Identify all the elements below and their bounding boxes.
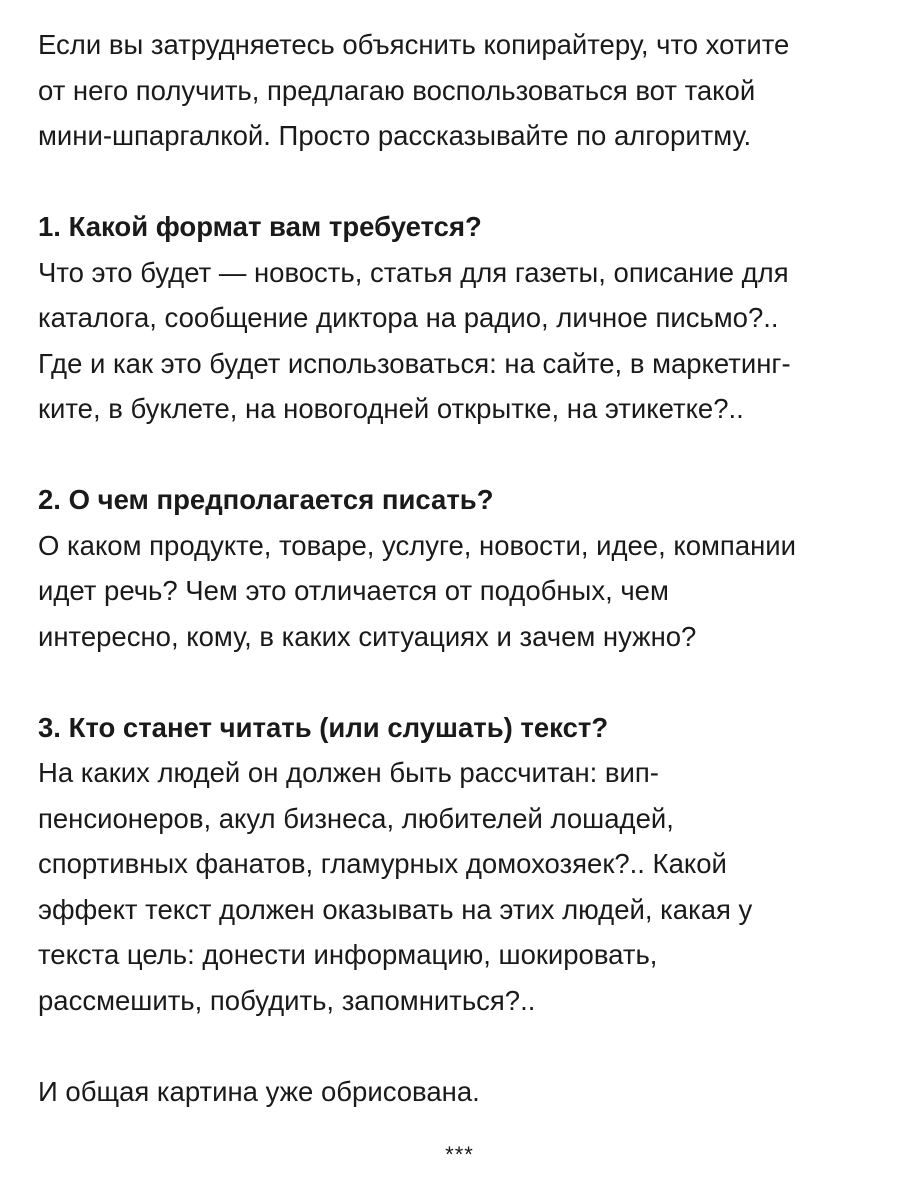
- section-line: пенсионеров, акул бизнеса, любителей лошадей,: [38, 802, 674, 834]
- section-line: О каком продукте, товаре, услуге, новости, идее, компании: [38, 529, 797, 561]
- section-line: На каких людей он должен быть рассчитан: вип-: [38, 757, 659, 788]
- section-line: идет речь? Чем это отличается от подобных, чем: [38, 575, 669, 606]
- document-body: [38, 22, 908, 1114]
- section-line: интересно, кому, в каких ситуациях и зачем нужно?: [38, 620, 697, 652]
- intro-paragraph: [38, 22, 908, 159]
- section-line: рассмешить, побудить, запомниться?..: [38, 984, 536, 1016]
- section-heading: 2. О чем предполагается писать?: [38, 484, 494, 515]
- section-topic: [38, 477, 908, 659]
- section-line: Где и как это будет использоваться: на сайте, в маркетинг-: [38, 347, 791, 379]
- section-line: текста цель: донести информацию, шокировать,: [38, 939, 658, 970]
- intro-line: Если вы затрудняетесь объяснить копирайтеру, что хотите: [38, 29, 790, 60]
- section-heading: 3. Кто станет читать (или слушать) текст?: [38, 711, 609, 743]
- section-line: спортивных фанатов, гламурных домохозяек?.. Какой: [38, 848, 727, 879]
- section-audience: [38, 705, 908, 1024]
- section-line: ките, в буклете, на новогодней открытке, на этикетке?..: [38, 393, 744, 424]
- section-format: [38, 204, 908, 432]
- intro-line: мини-шпаргалкой. Просто рассказывайте по алгоритму.: [38, 120, 752, 151]
- intro-line: от него получить, предлагаю воспользоваться вот такой: [38, 74, 756, 106]
- section-separator: ***: [445, 1142, 474, 1167]
- section-heading: 1. Какой формат вам требуется?: [38, 211, 482, 242]
- conclusion-paragraph: И общая картина уже обрисована.: [38, 1075, 480, 1107]
- section-line: каталога, сообщение диктора на радио, личное письмо?..: [38, 302, 779, 333]
- section-line: эффект текст должен оказывать на этих людей, какая у: [38, 893, 753, 925]
- section-line: Что это будет — новость, статья для газеты, описание для: [38, 256, 789, 288]
